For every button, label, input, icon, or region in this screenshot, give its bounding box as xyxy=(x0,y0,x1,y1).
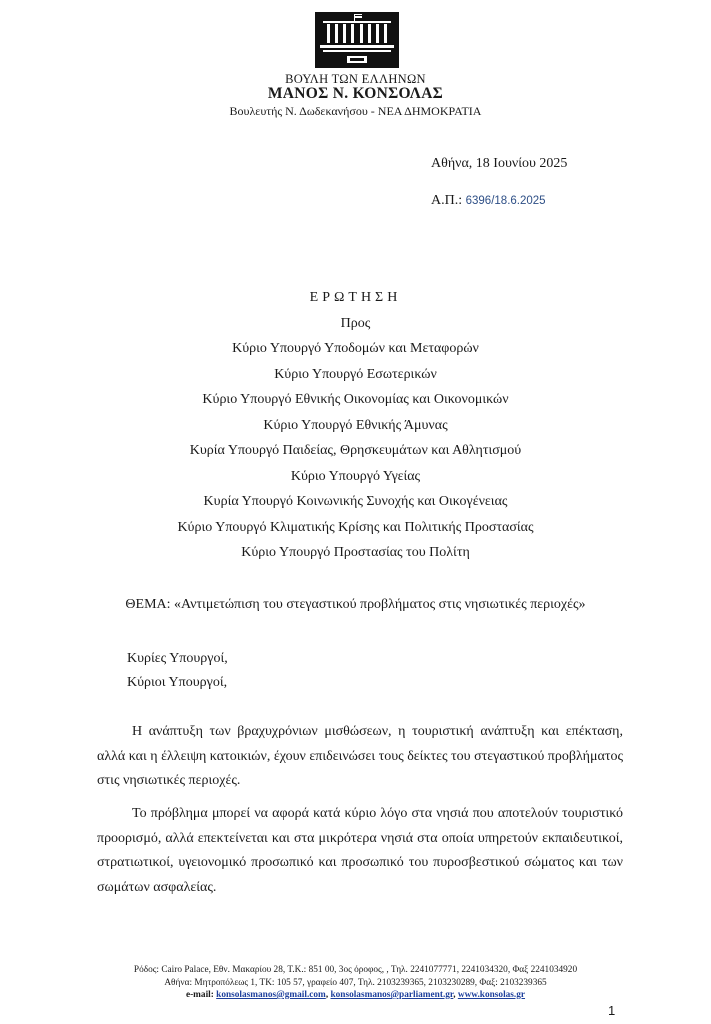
recipient-item: Κύριο Υπουργό Εθνικής Οικονομίας και Οικονομικών xyxy=(202,392,509,407)
body-paragraph: Το πρόβλημα μπορεί να αφορά κατά κύριο λόγο στα νησιά που αποτελούν τουριστικό προορισμό, αλλά επεκτείνεται και στα μικρότερα νησιά στα οποία υπηρετούν εκπαιδευτικοί, στρατιωτικοί, υγειονομικό προσωπικό και προσωπικό του πυροσβεστικού σώματος και των σωμάτων ασφαλείας. xyxy=(97,806,623,895)
footer-address-rhodes: Ρόδος: Cairo Palace, Εθν. Μακαρίου 28, Τ.Κ.: 851 00, 3ος όροφος, , Τηλ. 2241077771, 2241034320, Φαξ 2241034920 xyxy=(133,965,578,975)
recipient-item: Κύριο Υπουργό Εθνικής Άμυνας xyxy=(263,417,448,433)
document-date: Αθήνα, 18 Ιουνίου 2025 xyxy=(431,156,568,171)
body-paragraph: Η ανάπτυξη των βραχυχρόνιων μισθώσεων, η τουριστική ανάπτυξη και επέκταση, αλλά και η έλλειψη κατοικιών, έχουν επιδεινώσει τους δείκτες του στεγαστικού προβλήματος στις νησιωτικές περιοχές. xyxy=(97,724,623,788)
recipient-item: Κύριο Υπουργό Προστασίας του Πολίτη xyxy=(241,545,470,560)
recipient-item: Κυρία Υπουργό Παιδείας, Θρησκευμάτων και Αθλητισμού xyxy=(189,443,522,458)
recipient-item: Κύριο Υπουργό Υγείας xyxy=(290,468,421,484)
recipient-item: Κύριο Υπουργό Υποδομών και Μεταφορών xyxy=(232,341,479,356)
institution-name: ΒΟΥΛΗ ΤΩΝ ΕΛΛΗΝΩΝ xyxy=(285,72,426,86)
to-label: Προς xyxy=(340,316,371,331)
footer-address-athens: Αθήνα: Μητροπόλεως 1, ΤΚ: 105 57, γραφείο 407, Τηλ. 2103239365, 2103230289, Φαξ: 2103239365 xyxy=(164,978,547,988)
subject-line: ΘΕΜΑ: «Αντιμετώπιση του στεγαστικού προβλήματος στις νησιωτικές περιοχές» xyxy=(125,597,586,612)
reference-label: Α.Π.: xyxy=(431,193,463,208)
parliament-logo-icon xyxy=(315,12,399,68)
reference-number xyxy=(431,193,546,209)
email-link-gmail[interactable]: konsolasmanos@gmail.com xyxy=(216,990,326,1000)
mp-title: Βουλευτής Ν. Δωδεκανήσου - ΝΕΑ ΔΗΜΟΚΡΑΤΙΑ xyxy=(229,104,482,118)
email-link-parliament[interactable]: konsolasmanos@parliament.gr xyxy=(330,990,454,1000)
mp-name: ΜΑΝΟΣ Ν. ΚΟΝΣΟΛΑΣ xyxy=(267,85,444,102)
salutation-line: Κύριοι Υπουργοί, xyxy=(127,675,228,690)
recipient-item: Κυρία Υπουργό Κοινωνικής Συνοχής και Οικογένειας xyxy=(203,494,508,509)
email-label: e-mail: xyxy=(185,990,214,1000)
salutation-line: Κυρίες Υπουργοί, xyxy=(127,651,228,666)
recipient-item: Κύριο Υπουργό Εσωτερικών xyxy=(274,366,437,382)
page-number: 1 xyxy=(608,1003,616,1018)
footer-contacts: e-mail: konsolasmanos@gmail.com, konsolasmanos@parliament.gr, www.konsolas.gr xyxy=(185,990,526,1000)
reference-value: 6396/18.6.2025 xyxy=(465,195,546,207)
website-link[interactable]: www.konsolas.gr xyxy=(457,990,526,1000)
document-title: ΕΡΩΤΗΣΗ xyxy=(309,290,402,305)
recipient-item: Κύριο Υπουργό Κλιματικής Κρίσης και Πολιτικής Προστασίας xyxy=(177,519,534,535)
recipients-list xyxy=(0,340,711,570)
